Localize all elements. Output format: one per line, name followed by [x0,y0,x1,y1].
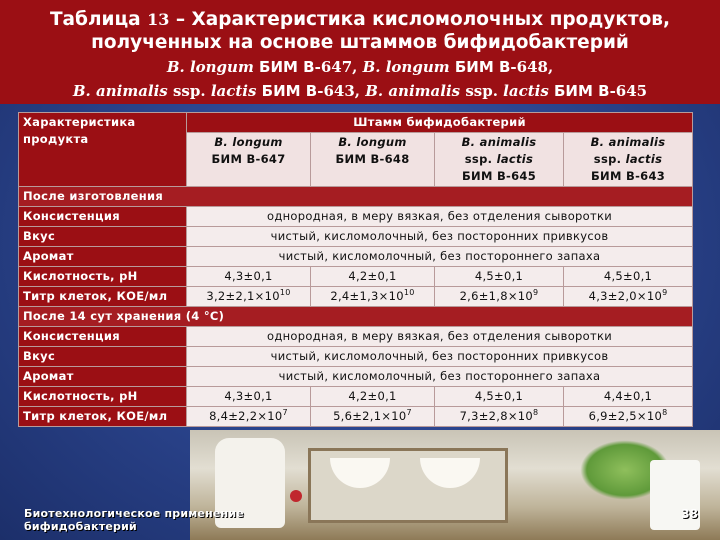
section-title: После изготовления [19,187,693,207]
row-label: Титр клеток, КОЕ/мл [19,407,187,427]
table-row [19,347,693,367]
row-merged-value: однородная, в меру вязкая, без отделения сыворотки [187,207,693,227]
row-value: 4,2±0,1 [311,267,435,287]
table-row [19,367,693,387]
value-exponent: 10 [279,288,291,298]
strain-code: БИМ В-645 [461,169,537,183]
row-label: Вкус [19,227,187,247]
table-number: 13 [147,10,170,29]
row-value [187,287,311,307]
footer-caption: Биотехнологическое применение бифидобактерий [24,507,244,533]
strain-subspecies: ssp. [464,152,493,166]
row-merged-value: чистый, кисломолочный, без посторонних привкусов [187,227,693,247]
title-line-4 [0,79,720,103]
row-value: 4,4±0,1 [564,387,693,407]
row-value: 4,5±0,1 [435,387,564,407]
row-merged-value: чистый, кисломолочный, без постороннего запаха [187,247,693,267]
value-exponent: 7 [406,408,412,418]
title-fragment: БИМ В [449,58,511,76]
title-fragment: БИМ В [548,82,610,100]
products-table [18,112,693,427]
strain-code: БИМ В-643 [590,169,666,183]
value-base: 8,4±2,2×10 [209,409,283,423]
title-fragment: B. animalis [72,82,168,100]
row-label: Кислотность, рН [19,387,187,407]
title-fragment: -648, [510,58,554,76]
title-fragment: -643, [317,82,366,100]
value-exponent: 10 [403,288,415,298]
value-exponent: 9 [662,288,668,298]
title-word: Таблица [49,9,141,30]
title-line-1 [0,9,720,31]
row-value: 4,2±0,1 [311,387,435,407]
title-fragment: ssp. [167,82,211,100]
row-label: Консистенция [19,207,187,227]
strain-code: БИМ В-648 [335,152,410,166]
row-label: Аромат [19,367,187,387]
row-value [187,407,311,427]
strain-code: БИМ В-647 [211,152,286,166]
table-row [19,407,693,427]
strain-subspecies: ssp. [593,152,622,166]
strain-subspecies-name: lactis [496,152,534,166]
value-base: 6,9±2,5×10 [588,409,663,423]
strain-name: B. longum [338,135,407,149]
row-label: Консистенция [19,327,187,347]
table-row [19,247,693,267]
value-exponent: 8 [662,408,668,418]
row-value: 4,5±0,1 [564,267,693,287]
row-value [311,407,435,427]
section-title: После 14 сут хранения (4 °С) [19,307,693,327]
value-base: 2,4±1,3×10 [330,289,404,303]
strain-header-cell [564,133,693,187]
table-header-row [19,113,693,133]
row-merged-value: чистый, кисломолочный, без посторонних привкусов [187,347,693,367]
row-value: 4,3±0,1 [187,387,311,407]
title-fragment: -647, [314,58,363,76]
row-value [564,287,693,307]
table-row [19,207,693,227]
row-value [564,407,693,427]
row-merged-value: однородная, в меру вязкая, без отделения сыворотки [187,327,693,347]
strain-header-cell [435,133,564,187]
table-row [19,267,693,287]
table-row [19,387,693,407]
title-fragment: B. longum [362,58,450,76]
slide-title [0,0,720,104]
value-base: 3,2±2,1×10 [206,289,280,303]
value-exponent: 7 [282,408,288,418]
header-characteristic: Характеристика продукта [19,113,187,187]
table-row [19,227,693,247]
title-fragment: lactis [503,82,549,100]
row-value: 4,5±0,1 [435,267,564,287]
strain-header-cell [311,133,435,187]
row-label: Вкус [19,347,187,367]
value-base: 7,3±2,8×10 [459,409,534,423]
row-value [435,407,564,427]
title-line-3 [0,55,720,79]
strain-name: B. animalis [590,135,666,149]
row-merged-value: чистый, кисломолочный, без постороннего запаха [187,367,693,387]
title-fragment: БИМ В [253,58,315,76]
strain-name: B. animalis [461,135,537,149]
value-exponent: 9 [533,288,539,298]
title-fragment: -645 [609,82,648,100]
title-line-1-rest: – Характеристика кисломолочных продуктов, [169,9,671,30]
strain-header-cell [187,133,311,187]
header-strain-group: Штамм бифидобактерий [187,113,693,133]
row-value [435,287,564,307]
section-row [19,307,693,327]
page-number: 38 [681,507,698,521]
row-label: Титр клеток, КОЕ/мл [19,287,187,307]
table-row [19,327,693,347]
row-label: Аромат [19,247,187,267]
section-row [19,187,693,207]
value-exponent: 8 [533,408,539,418]
title-fragment: B. animalis [365,82,461,100]
title-line-2: полученных на основе штаммов бифидобактерий [91,32,629,53]
strawberry-image [290,490,302,502]
value-base: 2,6±1,8×10 [459,289,534,303]
value-base: 5,6±2,1×10 [333,409,407,423]
title-fragment: lactis [210,82,257,100]
row-value: 4,3±0,1 [187,267,311,287]
strain-subspecies-name: lactis [625,152,663,166]
title-fragment: B. longum [166,58,254,76]
table-row [19,287,693,307]
row-label: Кислотность, рН [19,267,187,287]
title-fragment: БИМ В [256,82,318,100]
value-base: 4,3±2,0×10 [588,289,663,303]
strain-name: B. longum [214,135,283,149]
row-value [311,287,435,307]
title-fragment: ssp. [460,82,504,100]
